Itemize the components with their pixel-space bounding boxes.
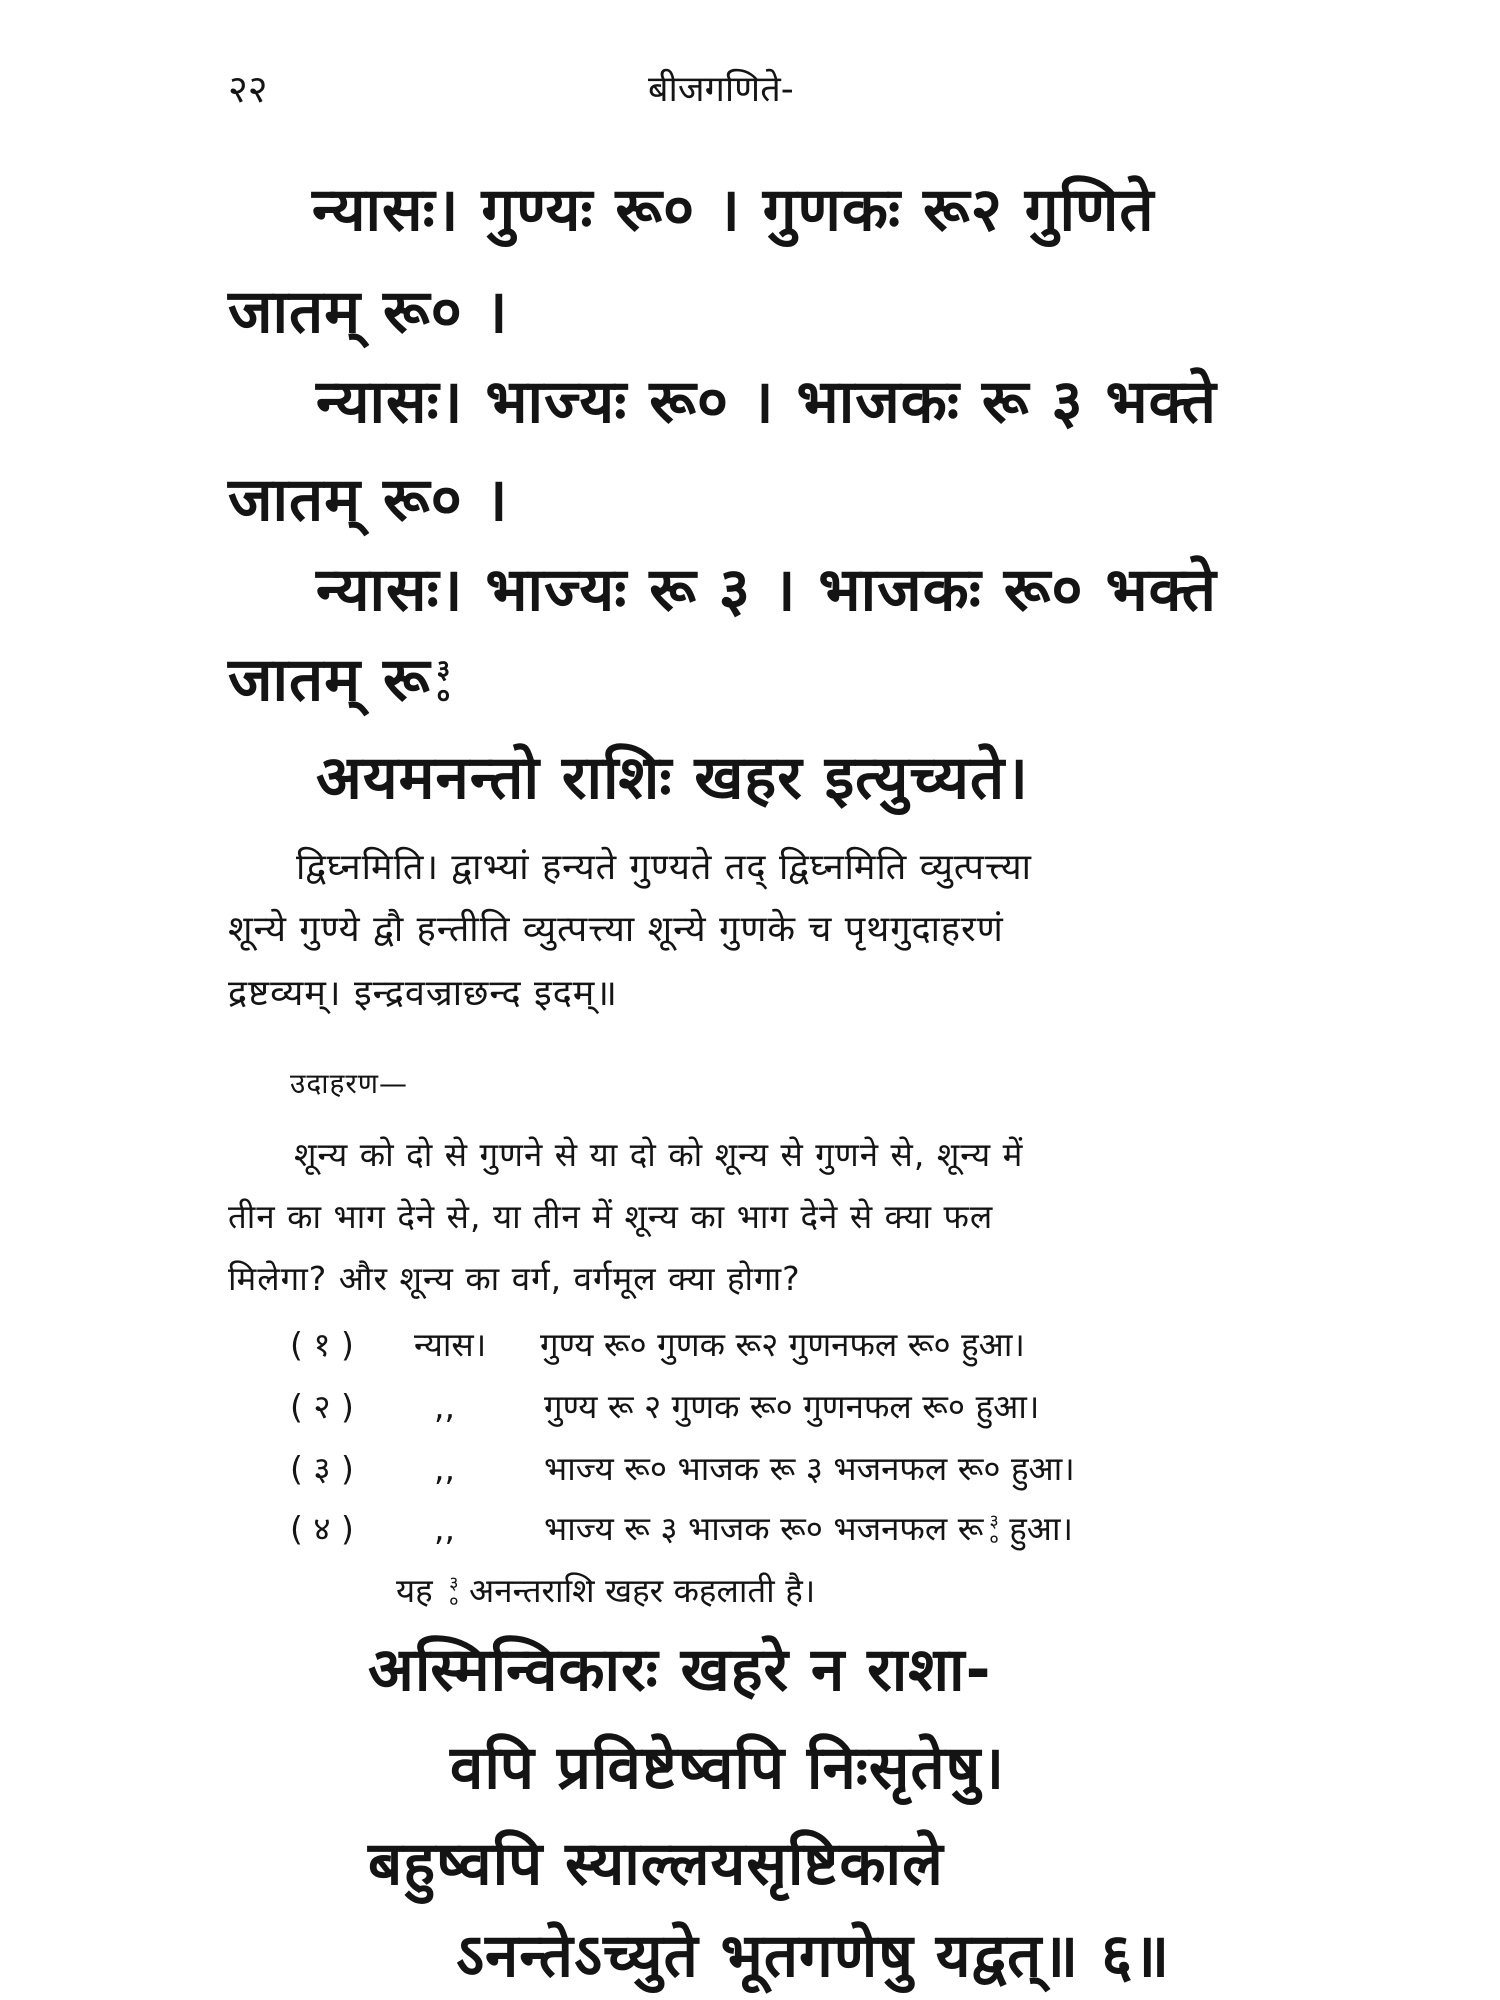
example-3-line-2 [228,645,452,715]
commentary-line-1: द्विघ्नमिति। द्वाभ्यां हन्यते गुण्यते तद् द्विघ्नमिति व्युत्पत्त्या [296,847,1033,888]
fraction-three-over-zero: ३ ० [989,1510,999,1550]
commentary-line-2: शून्ये गुण्ये द्वौ हन्तीति व्युत्पत्त्या शून्ये गुणके च पृथगुदाहरणं [228,909,1004,950]
answer-2-number: ( २ ) [290,1387,354,1426]
example-2-line-2: जातम् रू० । [228,465,509,535]
verse-line-4: ऽनन्तेऽच्युते भूतगणेषु यद्वत्॥ ६॥ [456,1921,1171,1991]
question-line-1: शून्य को दो से गुणने से या दो को शून्य से गुणने से, शून्य में [294,1135,1024,1174]
example-2-line-1: न्यासः। भाज्यः रू० । भाजकः रू ३ भक्ते [316,367,1217,437]
page-number: २२ [228,67,268,111]
answer-2-text: गुण्य रू २ गुणक रू० गुणनफल रू० हुआ। [544,1387,1040,1426]
verse-line-1: अस्मिन्विकारः खहरे न राशा- [368,1635,992,1705]
example-1-line-1: न्यासः। गुण्यः रू० । गुणकः रू२ गुणिते [312,175,1155,245]
answer-1-number: ( १ ) [290,1325,354,1364]
verse-line-2: वपि प्रविष्टेष्वपि निःसृतेषु। [450,1733,1006,1803]
running-title: बीजगणिते- [648,69,794,110]
example-3-prefix: जातम् रू [228,645,431,715]
commentary-line-3: द्रष्टव्यम्। इन्द्रवज्राछन्द इदम्॥ [228,973,618,1014]
question-line-2: तीन का भाग देने से, या तीन में शून्य का भाग देने से क्या फल [228,1197,994,1236]
answer-3-ditto: ,, [434,1449,455,1488]
verse-line-3: बहुष्वपि स्याल्लयसृष्टिकाले [368,1829,944,1899]
answer-1-text: गुण्य रू० गुणक रू२ गुणनफल रू० हुआ। [540,1325,1025,1364]
answer-4-text: भाज्य रू ३ भाजक रू० भजनफल रू ३ ० हुआ। [544,1509,1073,1550]
fraction-three-over-zero: ३ ० [436,655,452,712]
answer-2-ditto: ,, [434,1387,455,1426]
khahar-statement: अयमनन्तो राशिः खहर इत्युच्यते। [316,743,1029,813]
example-3-line-1: न्यासः। भाज्यः रू ३ । भाजकः रू० भक्ते [316,555,1217,625]
khahar-note: यह ३ ० अनन्तराशि खहर कहलाती है। [396,1571,816,1612]
udaharan-label: उदाहरण— [290,1067,409,1100]
answer-1-nyas: न्यास। [414,1325,487,1364]
answer-4-ditto: ,, [434,1509,455,1548]
example-1-line-2: जातम् रू० । [228,277,509,347]
answer-3-text: भाज्य रू० भाजक रू ३ भजनफल रू० हुआ। [544,1449,1075,1488]
fraction-three-over-zero: ३ ० [449,1572,459,1612]
question-line-3: मिलेगा? और शून्य का वर्ग, वर्गमूल क्या होगा? [228,1259,801,1298]
answer-3-number: ( ३ ) [290,1449,354,1488]
answer-4-number: ( ४ ) [290,1509,354,1548]
